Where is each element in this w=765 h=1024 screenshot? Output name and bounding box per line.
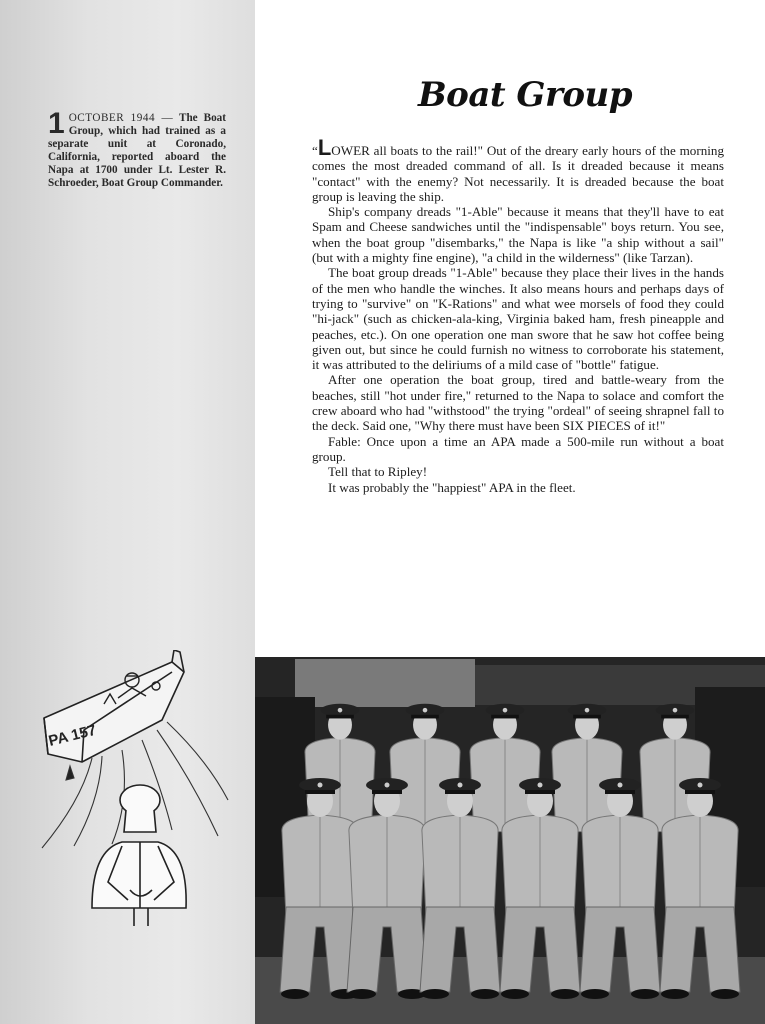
boat-group-group-photo — [255, 657, 765, 1024]
article-body — [312, 135, 724, 495]
left-sidebar-panel — [0, 0, 255, 1024]
paragraph-1-text: all boats to the rail!" Out of the dreary early hours of the morning comes the most dreaded command of all. Is it dreaded because it means "contact" with the enemy? Not necessarily. It is dreaded because the boat group is leaving the ship. — [312, 143, 724, 204]
sidebar-date: OCTOBER 1944 — — [68, 112, 174, 124]
paragraph-3: The boat group dreads "1-Able" because they place their lives in the hands of the men who handle the winches. It also means hours and perhaps days of trying to "survive" on "K-Rations" and what wee morsels of food they could "hi-jack" (such as chicken-ala-king, Virginia baked ham, fresh pineapple and peaches, etc.). On one operation one man swore that he saw hot coffee being given out, but since he could furnish no witness to corroborate his statement, it was attributed to the deliriums of a mild case of "bottle" fatigue. — [312, 265, 724, 373]
paragraph-6: Tell that to Ripley! — [328, 464, 428, 480]
drop-cap: L — [317, 135, 332, 160]
sidebar-text: The Boat Group, which had trained as a separate unit at Coronado, California, reported aboard the Napa at 1700 under Lt. Lester R. Schroeder, Boat Group Commander. — [48, 112, 226, 189]
paragraph-5: Fable: Once upon a time an APA made a 500-mile run without a boat group. — [312, 433, 724, 464]
article-title: Boat Group — [417, 75, 633, 115]
opening-caps: OWER — [331, 143, 370, 158]
paragraph-1: “LOWER all boats to the rail!" Out of the dreary early hours of the morning comes the most dreaded command of all. Is it dreaded because it means "contact" with the enemy? Not necessarily. It is dreaded because the boat group is leaving the ship. — [312, 135, 724, 204]
sidebar-drop-numeral: 1 — [48, 107, 65, 140]
sidebar-note — [48, 107, 226, 190]
paragraph-7: It was probably the "happiest" APA in the fleet. — [328, 479, 576, 495]
paragraph-2: Ship's company dreads "1-Able" because it means that they'll have to eat Spam and Cheese sandwiches until the "indispensable" boys return. You see, when the boat group "disembarks," the Napa is like "a ship without a sail" (but with a mighty fine engine), "a child in the wilderness" (like Tarzan). — [312, 204, 724, 266]
paragraph-4: After one operation the boat group, tired and battle-weary from the beaches, still "hot under fire," returned to the Napa to solace and comfort the crew aboard who had "withstood" the trying "ordeal" of seeing shrapnel fall to the deck. Said one, "Why there must have been SIX PIECES of it!" — [312, 372, 724, 434]
group-photo-drawing — [255, 657, 765, 1024]
boat-hull-label: PA 157 — [46, 721, 98, 750]
boat-cartoon-illustration — [22, 650, 232, 930]
